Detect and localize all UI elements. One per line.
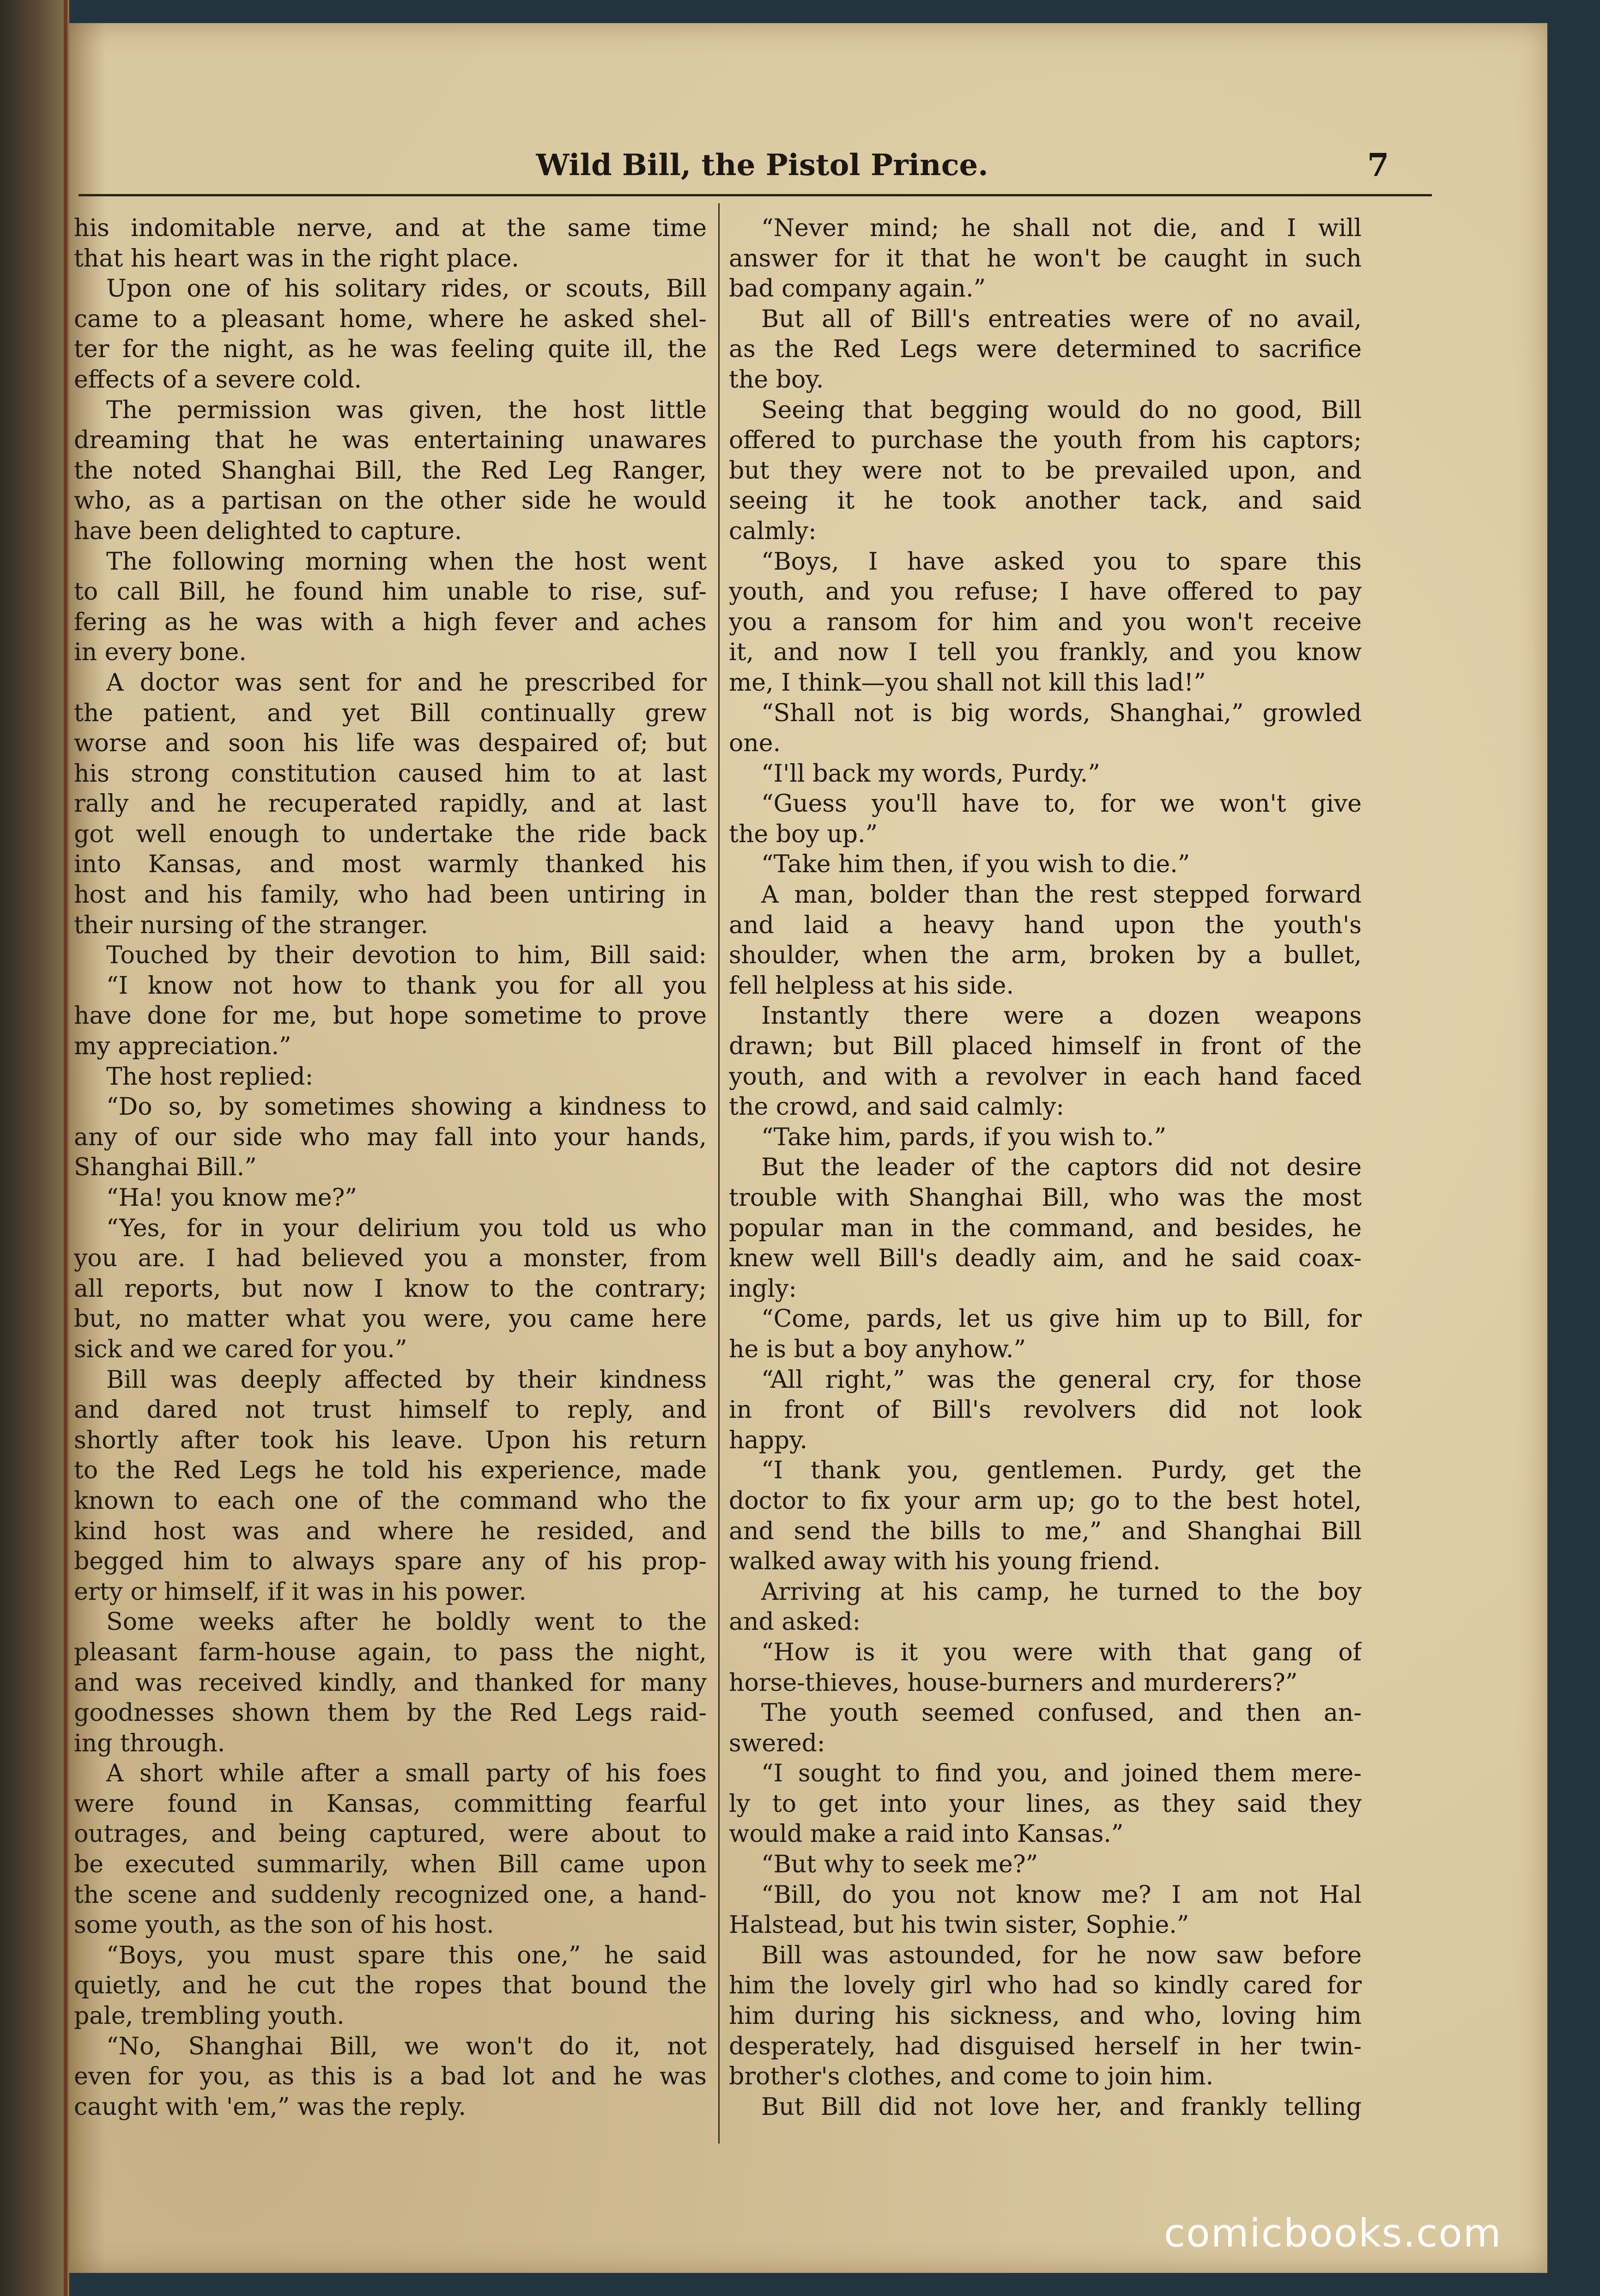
text-line: drawn; but Bill placed himself in front of the	[729, 1033, 1362, 1061]
text-line: shoulder, when the arm, broken by a bullet,	[729, 941, 1362, 970]
text-line: youth, and with a revolver in each hand faced	[729, 1063, 1362, 1091]
text-line: kind host was and where he resided, and	[74, 1517, 707, 1545]
text-line: horse-thieves, house-burners and murderers?”	[729, 1669, 1298, 1697]
text-line: his indomitable nerve, and at the same time	[74, 214, 707, 242]
left-column	[74, 213, 707, 2122]
text-line: goodnesses shown them by the Red Legs raid-	[74, 1699, 707, 1727]
text-line: Upon one of his solitary rides, or scouts, Bill	[106, 275, 707, 303]
text-line: the scene and suddenly recognized one, a hand-	[74, 1881, 707, 1909]
text-line: Arriving at his camp, he turned to the boy	[761, 1578, 1362, 1606]
text-line: have been delighted to capture.	[74, 517, 462, 545]
text-line: offered to purchase the youth from his captors;	[729, 426, 1362, 455]
text-line: he is but a boy anyhow.”	[729, 1335, 1026, 1363]
text-line: host and his family, who had been untiring in	[74, 881, 707, 909]
text-line: answer for it that he won't be caught in such	[729, 244, 1362, 273]
text-line: “No, Shanghai Bill, we won't do it, not	[106, 2032, 707, 2060]
text-line: “Take him, pards, if you wish to.”	[761, 1123, 1167, 1151]
text-line: his strong constitution caused him to at last	[74, 759, 707, 788]
text-line: in front of Bill's revolvers did not look	[729, 1396, 1362, 1424]
text-line: “Come, pards, let us give him up to Bill, for	[761, 1305, 1362, 1333]
text-line: me, I think—you shall not kill this lad!”	[729, 668, 1206, 697]
text-line: swered:	[729, 1729, 825, 1757]
text-line: in every bone.	[74, 638, 247, 667]
text-line: Seeing that begging would do no good, Bill	[761, 396, 1362, 424]
text-line: A doctor was sent for and he prescribed for	[106, 668, 707, 697]
text-line: and asked:	[729, 1608, 861, 1636]
binding-edge	[0, 0, 69, 2296]
text-line: him during his sickness, and who, loving him	[729, 2002, 1362, 2030]
text-line: worse and soon his life was despaired of; but	[74, 729, 707, 758]
text-line: their nursing of the stranger.	[74, 911, 429, 939]
text-line: ly to get into your lines, as they said they	[729, 1790, 1362, 1818]
text-line: “Bill, do you not know me? I am not Hal	[761, 1881, 1362, 1909]
text-line: “Guess you'll have to, for we won't give	[761, 790, 1362, 818]
text-line: “How is it you were with that gang of	[761, 1638, 1362, 1666]
text-line: would make a raid into Kansas.”	[729, 1820, 1124, 1848]
text-line: ter for the night, as he was feeling quite ill, the	[74, 335, 707, 364]
text-line: effects of a severe cold.	[74, 365, 362, 394]
text-line: him the lovely girl who had so kindly cared for	[729, 1972, 1362, 2000]
text-line: Halstead, but his twin sister, Sophie.”	[729, 1911, 1189, 1939]
text-line: quietly, and he cut the ropes that bound the	[74, 1972, 707, 2000]
text-line: popular man in the command, and besides, he	[729, 1214, 1362, 1242]
text-line: A man, bolder than the rest stepped forward	[761, 881, 1362, 909]
text-line: you a ransom for him and you won't receive	[729, 608, 1362, 636]
text-line: caught with 'em,” was the reply.	[74, 2093, 466, 2121]
text-line: that his heart was in the right place.	[74, 244, 519, 273]
text-line: shortly after took his leave. Upon his return	[74, 1426, 707, 1454]
text-line: “All right,” was the general cry, for those	[761, 1366, 1362, 1394]
text-line: “Do so, by sometimes showing a kindness to	[106, 1093, 707, 1121]
text-line: calmly:	[729, 517, 817, 545]
text-line: knew well Bill's deadly aim, and he said coax-	[729, 1245, 1362, 1273]
watermark: comicbooks.com	[1164, 2211, 1502, 2256]
text-line: the patient, and yet Bill continually grew	[74, 699, 707, 727]
right-column	[729, 213, 1362, 2122]
text-line: But Bill did not love her, and frankly telling	[761, 2093, 1362, 2121]
text-line: outrages, and being captured, were about to	[74, 1820, 707, 1848]
binding-fold	[64, 0, 67, 2296]
text-line: “Take him then, if you wish to die.”	[761, 850, 1190, 879]
text-line: to call Bill, he found him unable to rise, suf-	[74, 578, 707, 606]
text-line: “But why to seek me?”	[761, 1851, 1038, 1879]
text-line: “I know not how to thank you for all you	[106, 972, 707, 1000]
text-line: But the leader of the captors did not desire	[761, 1154, 1362, 1182]
text-line: ingly:	[729, 1275, 797, 1303]
text-line: were found in Kansas, committing fearful	[74, 1790, 707, 1818]
text-line: “Ha! you know me?”	[106, 1184, 357, 1212]
text-line: Touched by their devotion to him, Bill said:	[106, 941, 707, 970]
text-line: “I thank you, gentlemen. Purdy, get the	[761, 1457, 1362, 1485]
text-line: Bill was deeply affected by their kindness	[106, 1366, 707, 1394]
text-line: begged him to always spare any of his prop-	[74, 1548, 707, 1576]
text-line: The youth seemed confused, and then an-	[761, 1699, 1362, 1727]
text-line: seeing it he took another tack, and said	[729, 487, 1362, 515]
text-line: all reports, but now I know to the contrary;	[74, 1275, 707, 1303]
text-line: into Kansas, and most warmly thanked his	[74, 850, 707, 879]
text-line: even for you, as this is a bad lot and he was	[74, 2063, 707, 2091]
text-line: and laid a heavy hand upon the youth's	[729, 911, 1362, 939]
text-line: desperately, had disguised herself in her twin-	[729, 2032, 1362, 2060]
text-line: trouble with Shanghai Bill, who was the most	[729, 1184, 1362, 1212]
text-line: it, and now I tell you frankly, and you know	[729, 638, 1362, 667]
text-line: the noted Shanghai Bill, the Red Leg Ranger,	[74, 456, 707, 485]
text-line: Some weeks after he boldly went to the	[106, 1608, 707, 1636]
text-line: and send the bills to me,” and Shanghai Bill	[729, 1517, 1362, 1545]
text-line: any of our side who may fall into your hands,	[74, 1123, 707, 1151]
text-line: bad company again.”	[729, 275, 986, 303]
text-line: But all of Bill's entreaties were of no avail,	[761, 305, 1362, 333]
text-line: fell helpless at his side.	[729, 972, 1014, 1000]
text-line: and dared not trust himself to reply, and	[74, 1396, 707, 1424]
text-line: rally and he recuperated rapidly, and at last	[74, 790, 707, 818]
text-line: the crowd, and said calmly:	[729, 1093, 1064, 1121]
text-line: but they were not to be prevailed upon, and	[729, 456, 1362, 485]
text-line: dreaming that he was entertaining unawares	[74, 426, 707, 455]
text-line: be executed summarily, when Bill came upon	[74, 1851, 707, 1879]
text-line: doctor to fix your arm up; go to the best hotel,	[729, 1487, 1362, 1515]
text-line: Shanghai Bill.”	[74, 1154, 257, 1182]
text-line: The permission was given, the host little	[106, 396, 707, 424]
text-line: “I'll back my words, Purdy.”	[761, 759, 1100, 788]
text-line: sick and we cared for you.”	[74, 1335, 407, 1363]
text-line: but, no matter what you were, you came here	[74, 1305, 707, 1333]
text-line: youth, and you refuse; I have offered to pay	[729, 578, 1362, 606]
text-line: my appreciation.”	[74, 1033, 291, 1061]
text-line: Instantly there were a dozen weapons	[761, 1002, 1362, 1030]
text-line: one.	[729, 729, 781, 758]
text-line: pale, trembling youth.	[74, 2002, 345, 2030]
text-line: ing through.	[74, 1729, 225, 1757]
text-line: pleasant farm-house again, to pass the night,	[74, 1638, 707, 1666]
text-line: to the Red Legs he told his experience, made	[74, 1457, 707, 1485]
text-line: known to each one of the command who the	[74, 1487, 707, 1515]
text-line: “Boys, I have asked you to spare this	[761, 547, 1362, 576]
text-line: “Boys, you must spare this one,” he said	[106, 1941, 707, 1969]
text-line: “Yes, for in your delirium you told us who	[106, 1214, 707, 1242]
text-line: The host replied:	[106, 1063, 314, 1091]
page-number: 7	[1367, 147, 1389, 184]
text-line: got well enough to undertake the ride back	[74, 820, 707, 848]
text-line: the boy up.”	[729, 820, 878, 848]
text-line: happy.	[729, 1426, 808, 1454]
text-line: “I sought to find you, and joined them mere-	[761, 1760, 1362, 1788]
text-line: “Never mind; he shall not die, and I will	[761, 214, 1362, 242]
text-line: you are. I had believed you a monster, from	[74, 1245, 707, 1273]
header-rule	[79, 194, 1432, 196]
column-divider	[718, 203, 720, 2144]
text-line: “Shall not is big words, Shanghai,” growled	[761, 699, 1362, 727]
text-line: the boy.	[729, 365, 824, 394]
text-line: Bill was astounded, for he now saw before	[761, 1941, 1362, 1969]
text-line: have done for me, but hope sometime to prove	[74, 1002, 707, 1030]
text-line: erty or himself, if it was in his power.	[74, 1578, 527, 1606]
text-line: brother's clothes, and come to join him.	[729, 2063, 1214, 2091]
running-title: Wild Bill, the Pistol Prince.	[536, 148, 988, 182]
text-line: came to a pleasant home, where he asked shel-	[74, 305, 707, 333]
text-line: and was received kindly, and thanked for many	[74, 1669, 707, 1697]
text-line: The following morning when the host went	[106, 547, 707, 576]
text-line: A short while after a small party of his foes	[106, 1760, 707, 1788]
text-line: who, as a partisan on the other side he would	[74, 487, 707, 515]
text-line: as the Red Legs were determined to sacrifice	[729, 335, 1362, 364]
text-line: walked away with his young friend.	[729, 1548, 1161, 1576]
text-line: fering as he was with a high fever and aches	[74, 608, 707, 636]
text-line: some youth, as the son of his host.	[74, 1911, 494, 1939]
